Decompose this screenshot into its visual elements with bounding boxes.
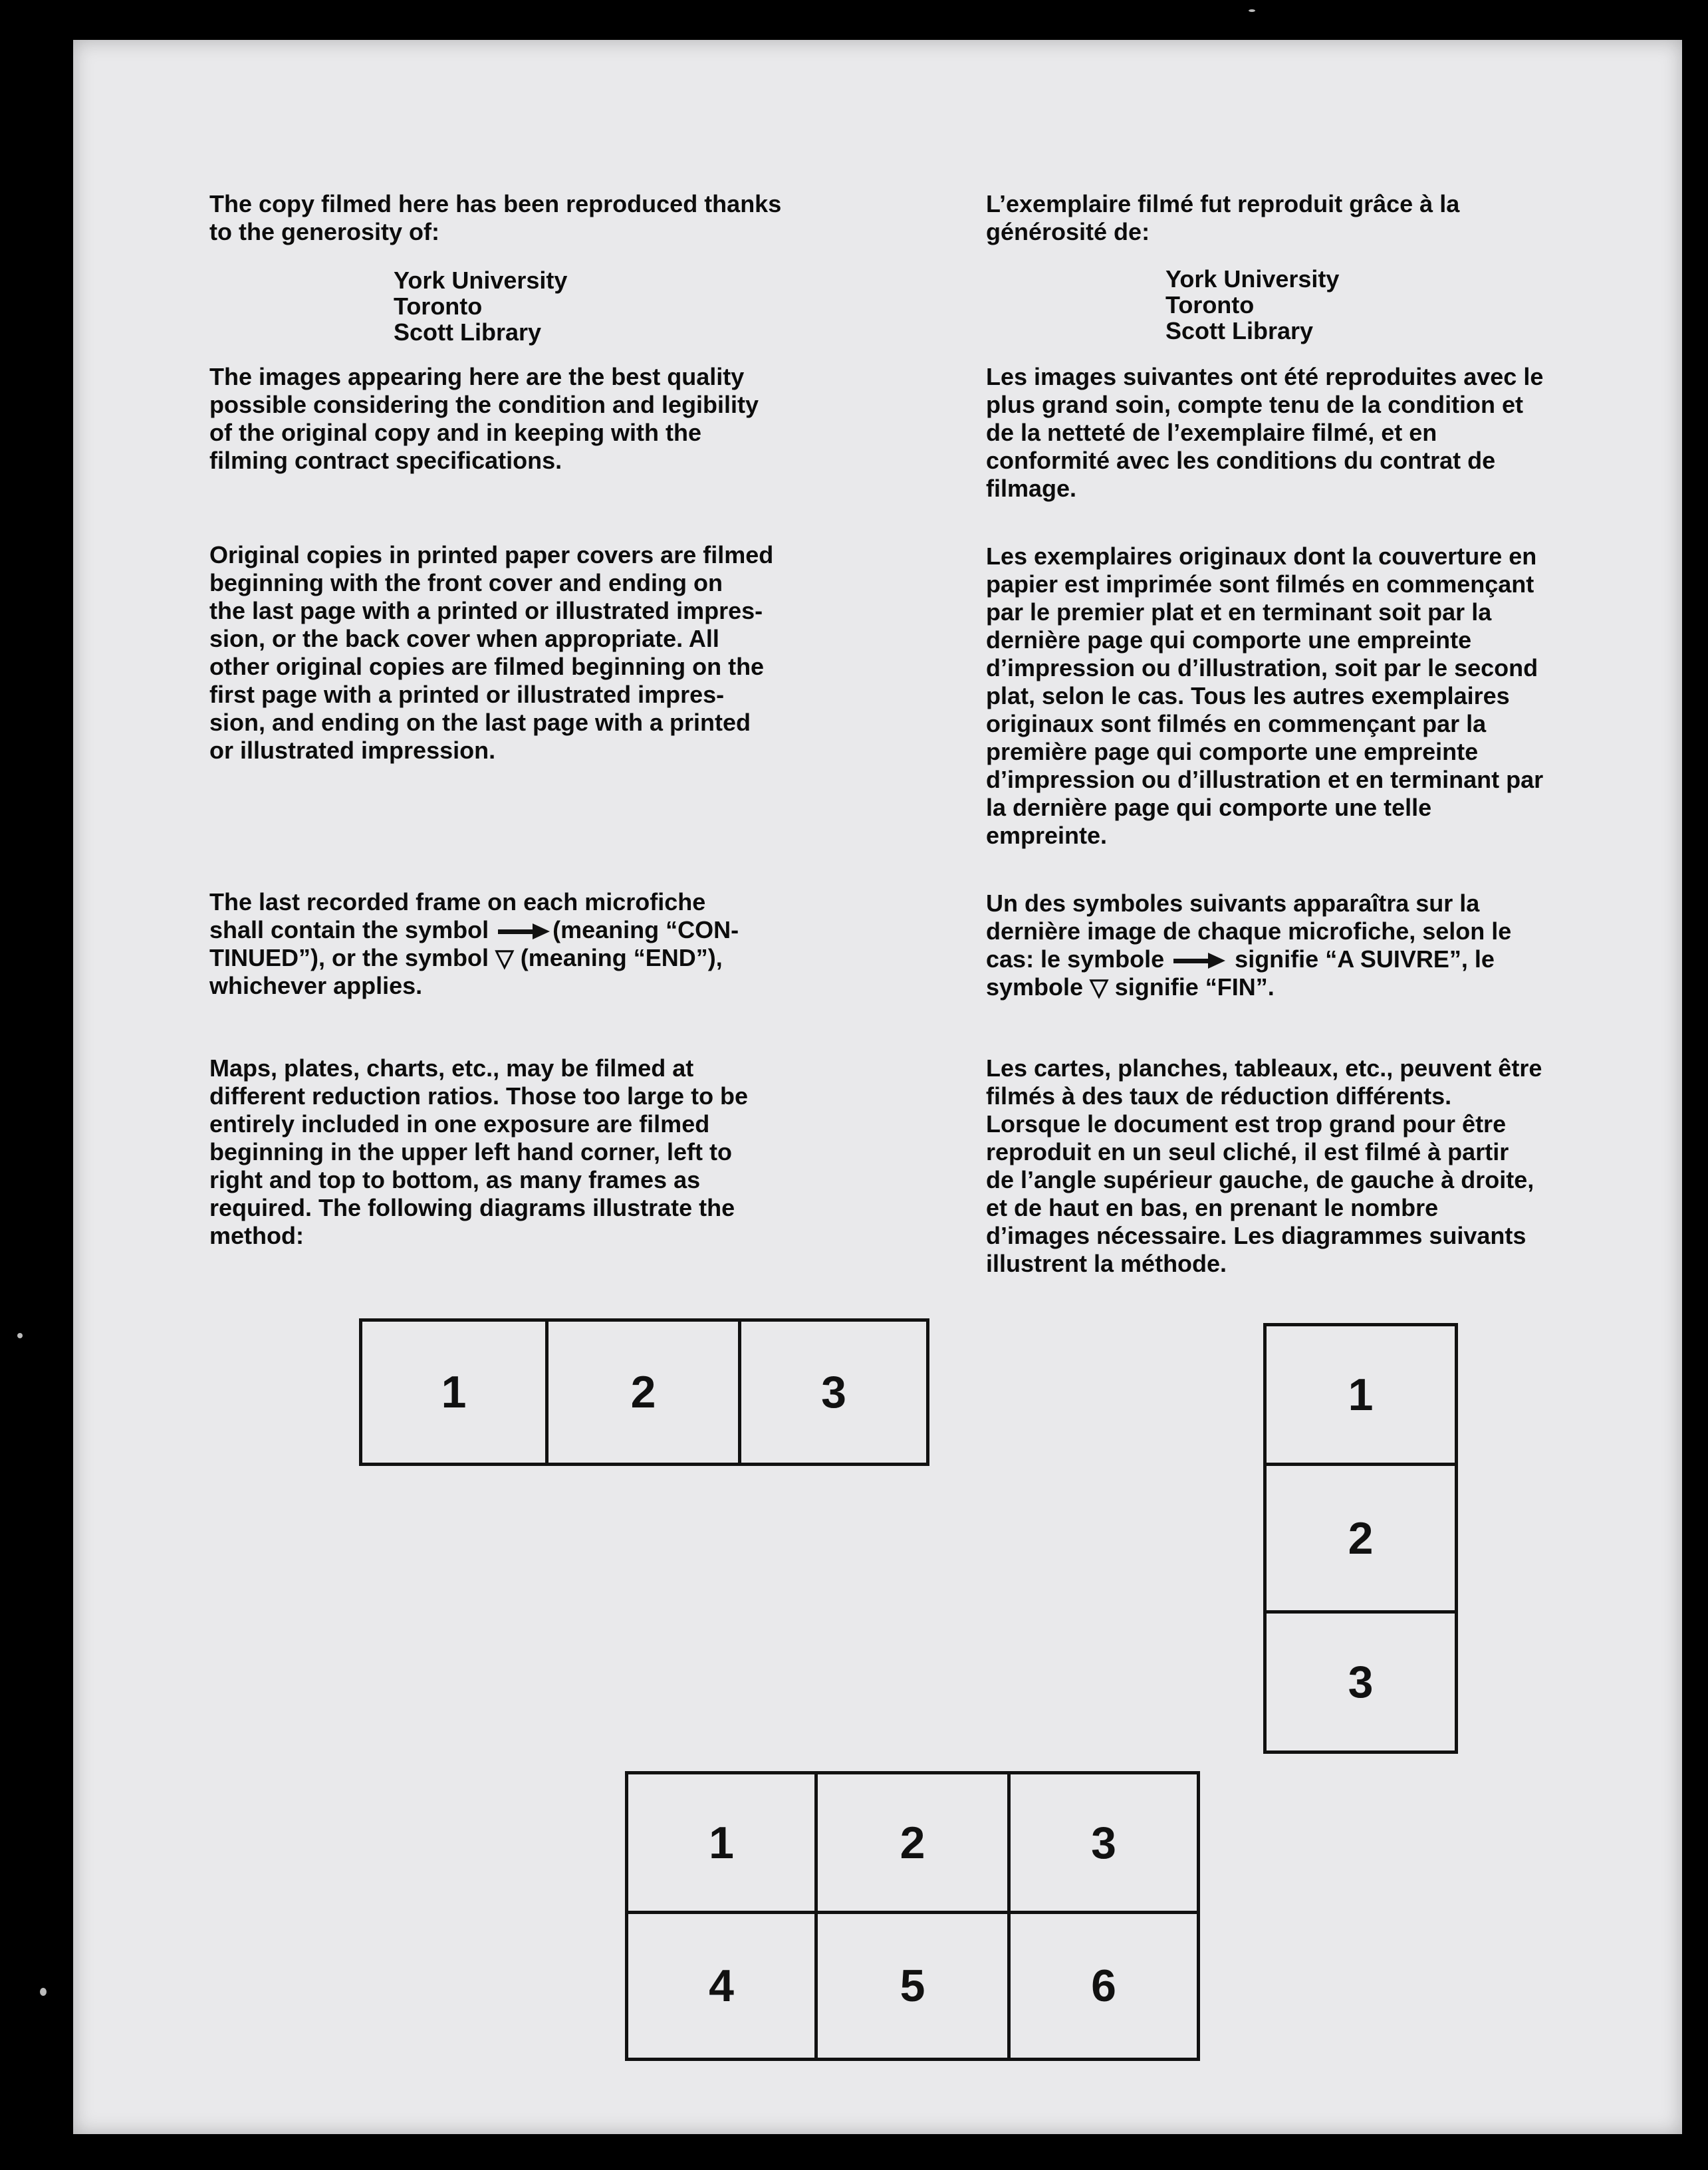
french-maps — [986, 1054, 1542, 1278]
continued-arrow-icon — [498, 923, 550, 939]
english-maps-line: entirely included in one exposure are filmed — [209, 1110, 710, 1138]
french-originals-line: empreinte. — [986, 822, 1108, 849]
english-maps-line: required. The following diagrams illustrate the — [209, 1194, 735, 1221]
end-triangle-icon: ▽ — [495, 944, 514, 971]
grid-frames-diagram — [625, 1771, 1200, 2061]
french-symbols — [986, 890, 1511, 1001]
english-symbols-line — [209, 916, 739, 944]
english-originals-line: other original copies are filmed beginning on the — [209, 653, 765, 680]
english-maps-line: Maps, plates, charts, etc., may be filmed at — [209, 1054, 694, 1082]
french-quality-line: Les images suivantes ont été reproduites avec le — [986, 363, 1544, 390]
english-symbols — [209, 888, 739, 1000]
frame-cell: 2 — [818, 1774, 1011, 1914]
french-symbols-line — [986, 973, 1511, 1001]
english-quality — [209, 363, 759, 475]
english-maps-line: method: — [209, 1222, 304, 1249]
institution-city: Toronto — [1165, 291, 1255, 318]
english-maps — [209, 1054, 748, 1250]
french-symbols-line: dernière image de chaque microfiche, selon le — [986, 917, 1512, 945]
frame-cell: 2 — [1267, 1466, 1455, 1614]
frame-cell: 1 — [362, 1322, 549, 1463]
english-maps-line: right and top to bottom, as many frames as — [209, 1166, 701, 1193]
french-maps-line: et de haut en bas, en prenant le nombre — [986, 1194, 1439, 1221]
english-quality-line: possible considering the condition and legibility — [209, 391, 759, 418]
french-intro-line: générosité de: — [986, 218, 1150, 245]
institution-library: Scott Library — [1165, 317, 1314, 344]
english-symbols-line: The last recorded frame on each microfiche — [209, 888, 706, 915]
english-intro-line: The copy filmed here has been reproduced thanks — [209, 190, 782, 217]
french-originals-line: la dernière page qui comporte une telle — [986, 794, 1432, 821]
french-originals-line: papier est imprimée sont filmés en commençant — [986, 570, 1534, 598]
french-quality-line: de la netteté de l’exemplaire filmé, et en — [986, 419, 1437, 446]
french-originals-line: Les exemplaires originaux dont la couverture en — [986, 542, 1537, 570]
french-maps-line: d’images nécessaire. Les diagrammes suivants — [986, 1222, 1526, 1249]
institution-name: York University — [394, 267, 568, 294]
french-symbols-line: Un des symboles suivants apparaîtra sur la — [986, 890, 1480, 917]
english-symbols-text: TINUED”), or the symbol — [209, 944, 489, 971]
french-maps-line: illustrent la méthode. — [986, 1250, 1227, 1277]
frame-cell: 5 — [818, 1914, 1011, 2058]
english-originals-line: the last page with a printed or illustrated impres- — [209, 597, 763, 624]
french-originals — [986, 542, 1543, 850]
french-intro-line: L’exemplaire filmé fut reproduit grâce à la — [986, 190, 1460, 217]
institution-library: Scott Library — [394, 318, 542, 346]
english-symbols-text: (meaning “CON- — [552, 916, 739, 943]
frame-cell: 2 — [549, 1322, 741, 1463]
english-quality-line: filming contract specifications. — [209, 447, 562, 474]
french-symbols-line — [986, 945, 1511, 973]
french-symbols-text: signifie “A SUIVRE”, le — [1235, 945, 1495, 973]
frame-cell: 4 — [628, 1914, 818, 2058]
institution-city: Toronto — [394, 293, 483, 320]
horizontal-frames-diagram — [359, 1318, 929, 1466]
dust-speck — [40, 1988, 47, 1996]
french-symbols-text: cas: le symbole — [986, 945, 1165, 973]
frame-cell: 3 — [1348, 1657, 1374, 1707]
french-originals-line: dernière page qui comporte une empreinte — [986, 626, 1472, 654]
french-quality-line: filmage. — [986, 475, 1077, 502]
french-quality — [986, 363, 1543, 503]
english-originals — [209, 541, 773, 765]
microfiche-target-sheet — [73, 40, 1682, 2134]
french-quality-line: plus grand soin, compte tenu de la condition et — [986, 391, 1524, 418]
english-originals-line: or illustrated impression. — [209, 737, 496, 764]
english-intro — [209, 190, 781, 246]
french-symbols-text: symbole — [986, 973, 1084, 1001]
vertical-frames-diagram — [1263, 1323, 1458, 1754]
french-maps-line: filmés à des taux de réduction différents. — [986, 1082, 1452, 1110]
french-originals-line: plat, selon le cas. Tous les autres exemplaires — [986, 682, 1510, 709]
french-intro — [986, 190, 1459, 246]
frame-cell: 1 — [1267, 1326, 1455, 1466]
french-symbols-text: signifie “FIN”. — [1114, 973, 1275, 1001]
english-symbols-text: (meaning “END”), — [520, 944, 723, 971]
english-originals-line: first page with a printed or illustrated impres- — [209, 681, 725, 708]
frame-cell: 1 — [628, 1774, 818, 1914]
frame-cell: 6 — [1091, 1961, 1116, 2011]
french-maps-line: Lorsque le document est trop grand pour être — [986, 1110, 1507, 1138]
french-quality-line: conformité avec les conditions du contrat de — [986, 447, 1496, 474]
english-originals-line: Original copies in printed paper covers are filmed — [209, 541, 774, 568]
english-quality-line: of the original copy and in keeping with the — [209, 419, 702, 446]
english-originals-line: sion, or the back cover when appropriate. All — [209, 625, 719, 652]
english-symbols-line — [209, 944, 739, 972]
fin-triangle-icon: ▽ — [1090, 973, 1108, 1001]
english-originals-line: beginning with the front cover and ending on — [209, 569, 723, 596]
french-originals-line: d’impression ou d’illustration, soit par le second — [986, 654, 1538, 681]
french-maps-line: Les cartes, planches, tableaux, etc., peuvent être — [986, 1054, 1542, 1082]
french-institution — [1165, 266, 1339, 344]
institution-name: York University — [1165, 265, 1340, 293]
french-originals-line: par le premier plat et en terminant soit par la — [986, 598, 1492, 626]
dust-speck — [17, 1333, 23, 1338]
french-maps-line: de l’angle supérieur gauche, de gauche à droite, — [986, 1166, 1534, 1193]
frame-cell: 3 — [821, 1367, 846, 1417]
english-institution — [394, 267, 567, 345]
french-originals-line: d’impression ou d’illustration et en terminant par — [986, 766, 1544, 793]
frame-cell: 3 — [1011, 1774, 1197, 1914]
suivre-arrow-icon — [1173, 953, 1225, 969]
french-maps-line: reproduit en un seul cliché, il est filmé à partir — [986, 1138, 1509, 1165]
english-symbols-text: shall contain the symbol — [209, 916, 489, 943]
dust-speck — [1249, 9, 1255, 12]
english-originals-line: sion, and ending on the last page with a printed — [209, 709, 751, 736]
english-quality-line: The images appearing here are the best quality — [209, 363, 745, 390]
french-originals-line: originaux sont filmés en commençant par la — [986, 710, 1487, 737]
english-maps-line: different reduction ratios. Those too large to be — [209, 1082, 749, 1110]
english-symbols-line: whichever applies. — [209, 972, 423, 999]
english-maps-line: beginning in the upper left hand corner, left to — [209, 1138, 733, 1165]
french-originals-line: première page qui comporte une empreinte — [986, 738, 1479, 765]
english-intro-line: to the generosity of: — [209, 218, 440, 245]
